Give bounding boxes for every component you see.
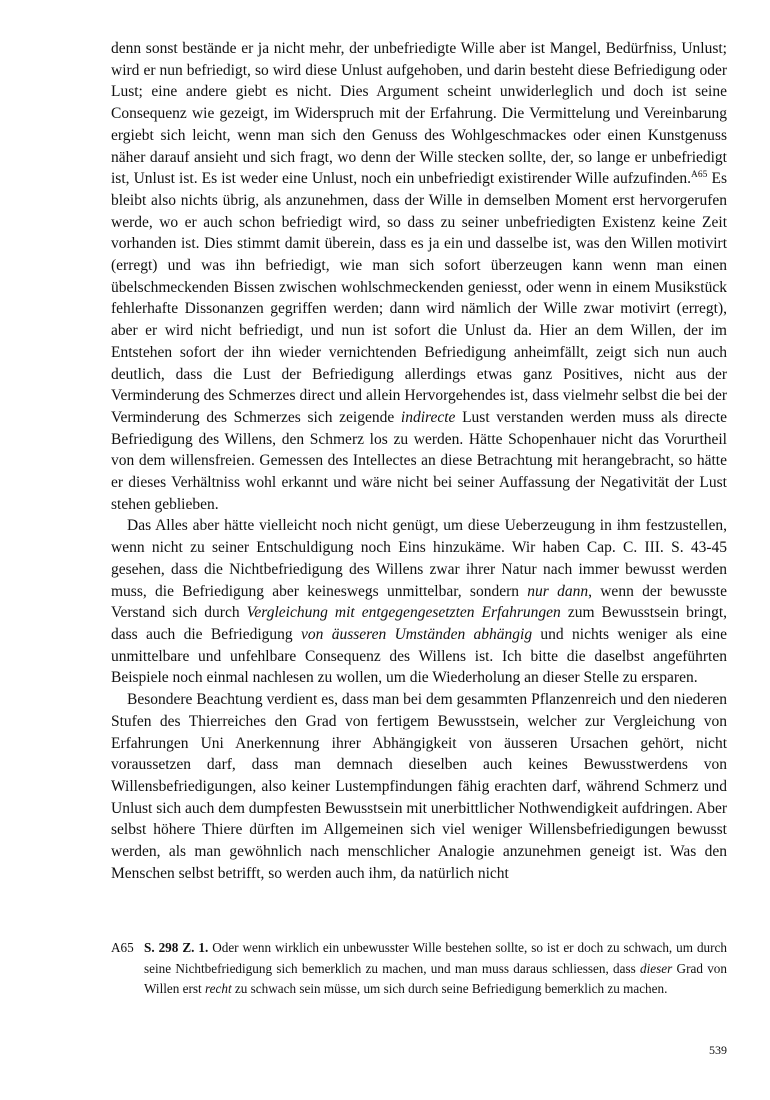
page-number: 539	[709, 1043, 727, 1057]
footnote-text: S. 298 Z. 1. Oder wenn wirklich ein unbewusster Wille bestehen sollte, so ist er doch zu schwach, um durch seine Nichtbefriedigung sich bemerklich zu machen, und man muss daraus schliessen, dass dieser Grad von Willen erst recht zu schwach sein müsse, um sich durch seine Befriedigung bemerklich zu machen.	[144, 940, 727, 997]
footnote-label: A65	[111, 940, 134, 955]
paragraph: Besondere Beachtung verdient es, dass man bei dem gesammten Pflanzenreich und den niederen Stufen des Thierreiches den Grad von fertigem Bewusstsein, welcher zur Vergleichung von Erfahrungen Uni Anerkennung ihrer Abhängigkeit von äusseren Ursachen gehört, nicht voraussetzen darf, dass man demnach dieselben auch keines Bewusstwerdens von Willensbefriedigungen, also keiner Lustempfindungen fähig erachten darf, während Schmerz und Unlust sich auch dem dumpfesten Bewusstsein mit unerbittlicher Nothwendigkeit aufdringen. Aber selbst höhere Thiere dürften im Allgemeinen sich viel weniger Willensbefriedigungen bewusst werden, als man gewöhnlich nach menschlicher Analogie anzunehmen geneigt ist. Was den Menschen selbst betrifft, so werden auch ihm, da natürlich nicht	[111, 691, 727, 882]
footnote	[111, 938, 727, 1000]
paragraph: denn sonst bestände er ja nicht mehr, der unbefriedigte Wille aber ist Mangel, Bedürfniss, Unlust; wird er nun befriedigt, so wird diese Unlust aufgehoben, und darin besteht diese Befriedigung oder Lust; eine andere giebt es nicht. Dies Argument scheint unwiderleglich und doch ist seine Consequenz wie gezeigt, im Widerspruch mit der Erfahrung. Die Vermittelung und Vereinbarung ergiebt sich leicht, wenn man sich den Genuss des Wohlgeschmackes oder einen Kunstgenuss näher darauf ansieht und sich fragt, wo denn der Wille stecken sollte, der, so lange er unbefriedigt ist, Unlust ist. Es ist weder eine Unlust, noch ein unbefriedigt existirender Wille aufzufinden.$^{A65}$ Es bleibt also nichts übrig, als anzunehmen, dass der Wille in demselben Moment erst hervorgerufen werde, wo er auch schon befriedigt wird, so dass zu seiner unbefriedigten Existenz keine Zeit vorhanden ist. Dies stimmt damit überein, dass es ja ein und dasselbe ist, was den Willen motivirt (erregt) und was ihn befriedigt, wie man sich sofort überzeugen kann wenn man einen übelschmeckenden Bissen zwischen wohlschmeckenden geniesst, oder wenn in einem Musikstück fehlerhafte Dissonanzen gegriffen werden; dann wird nämlich der Wille zwar motivirt (erregt), aber er wird nicht befriedigt, und nun ist sofort die Unlust da. Hier an dem Willen, der im Entstehen sofort der ihn wieder vernichtenden Befriedigung anheimfällt, zeigt sich nun auch deutlich, dass die Lust der Befriedigung allerdings etwas ganz Positives, nicht aus der Verminderung des Schmerzes direct und allein Hervorgehendes ist, dass vielmehr selbst die bei der Verminderung des Schmerzes sich zeigende indirecte Lust verstanden werden muss als directe Befriedigung des Willens, den Schmerz los zu werden. Hätte Schopenhauer nicht das Vorurtheil von dem willensfreien. Gemessen des Intellectes an diese Betrachtung mit herangebracht, so hätte er dieses Verhältniss wohl erkannt und wäre nicht bei seiner Auffassung der Negativität der Lust stehen geblieben.	[111, 40, 728, 513]
footnote-reference: A65	[691, 170, 708, 181]
paragraph: Das Alles aber hätte vielleicht noch nicht genügt, um diese Ueberzeugung in ihm festzustellen, wenn nicht zu seiner Entschuldigung noch Eins hinzukäme. Wir haben Cap. C. III. S. 43-45 gesehen, dass die Nichtbefriedigung des Willens zwar ihrer Natur nach immer bewusst werden muss, die Befriedigung aber keineswegs unmittelbar, sondern nur dann, wenn der bewusste Verstand sich durch Vergleichung mit entgegengesetzten Erfahrungen zum Bewusstsein bringt, dass auch die Befriedigung von äusseren Umständen abhängig und nichts weniger als eine unmittelbare und unfehlbare Consequenz des Willens ist. Ich bitte die daselbst angeführten Beispiele noch einmal nachlesen zu wollen, um die Wiederholung an dieser Stelle zu ersparen.	[111, 517, 728, 687]
body-text	[111, 38, 727, 884]
